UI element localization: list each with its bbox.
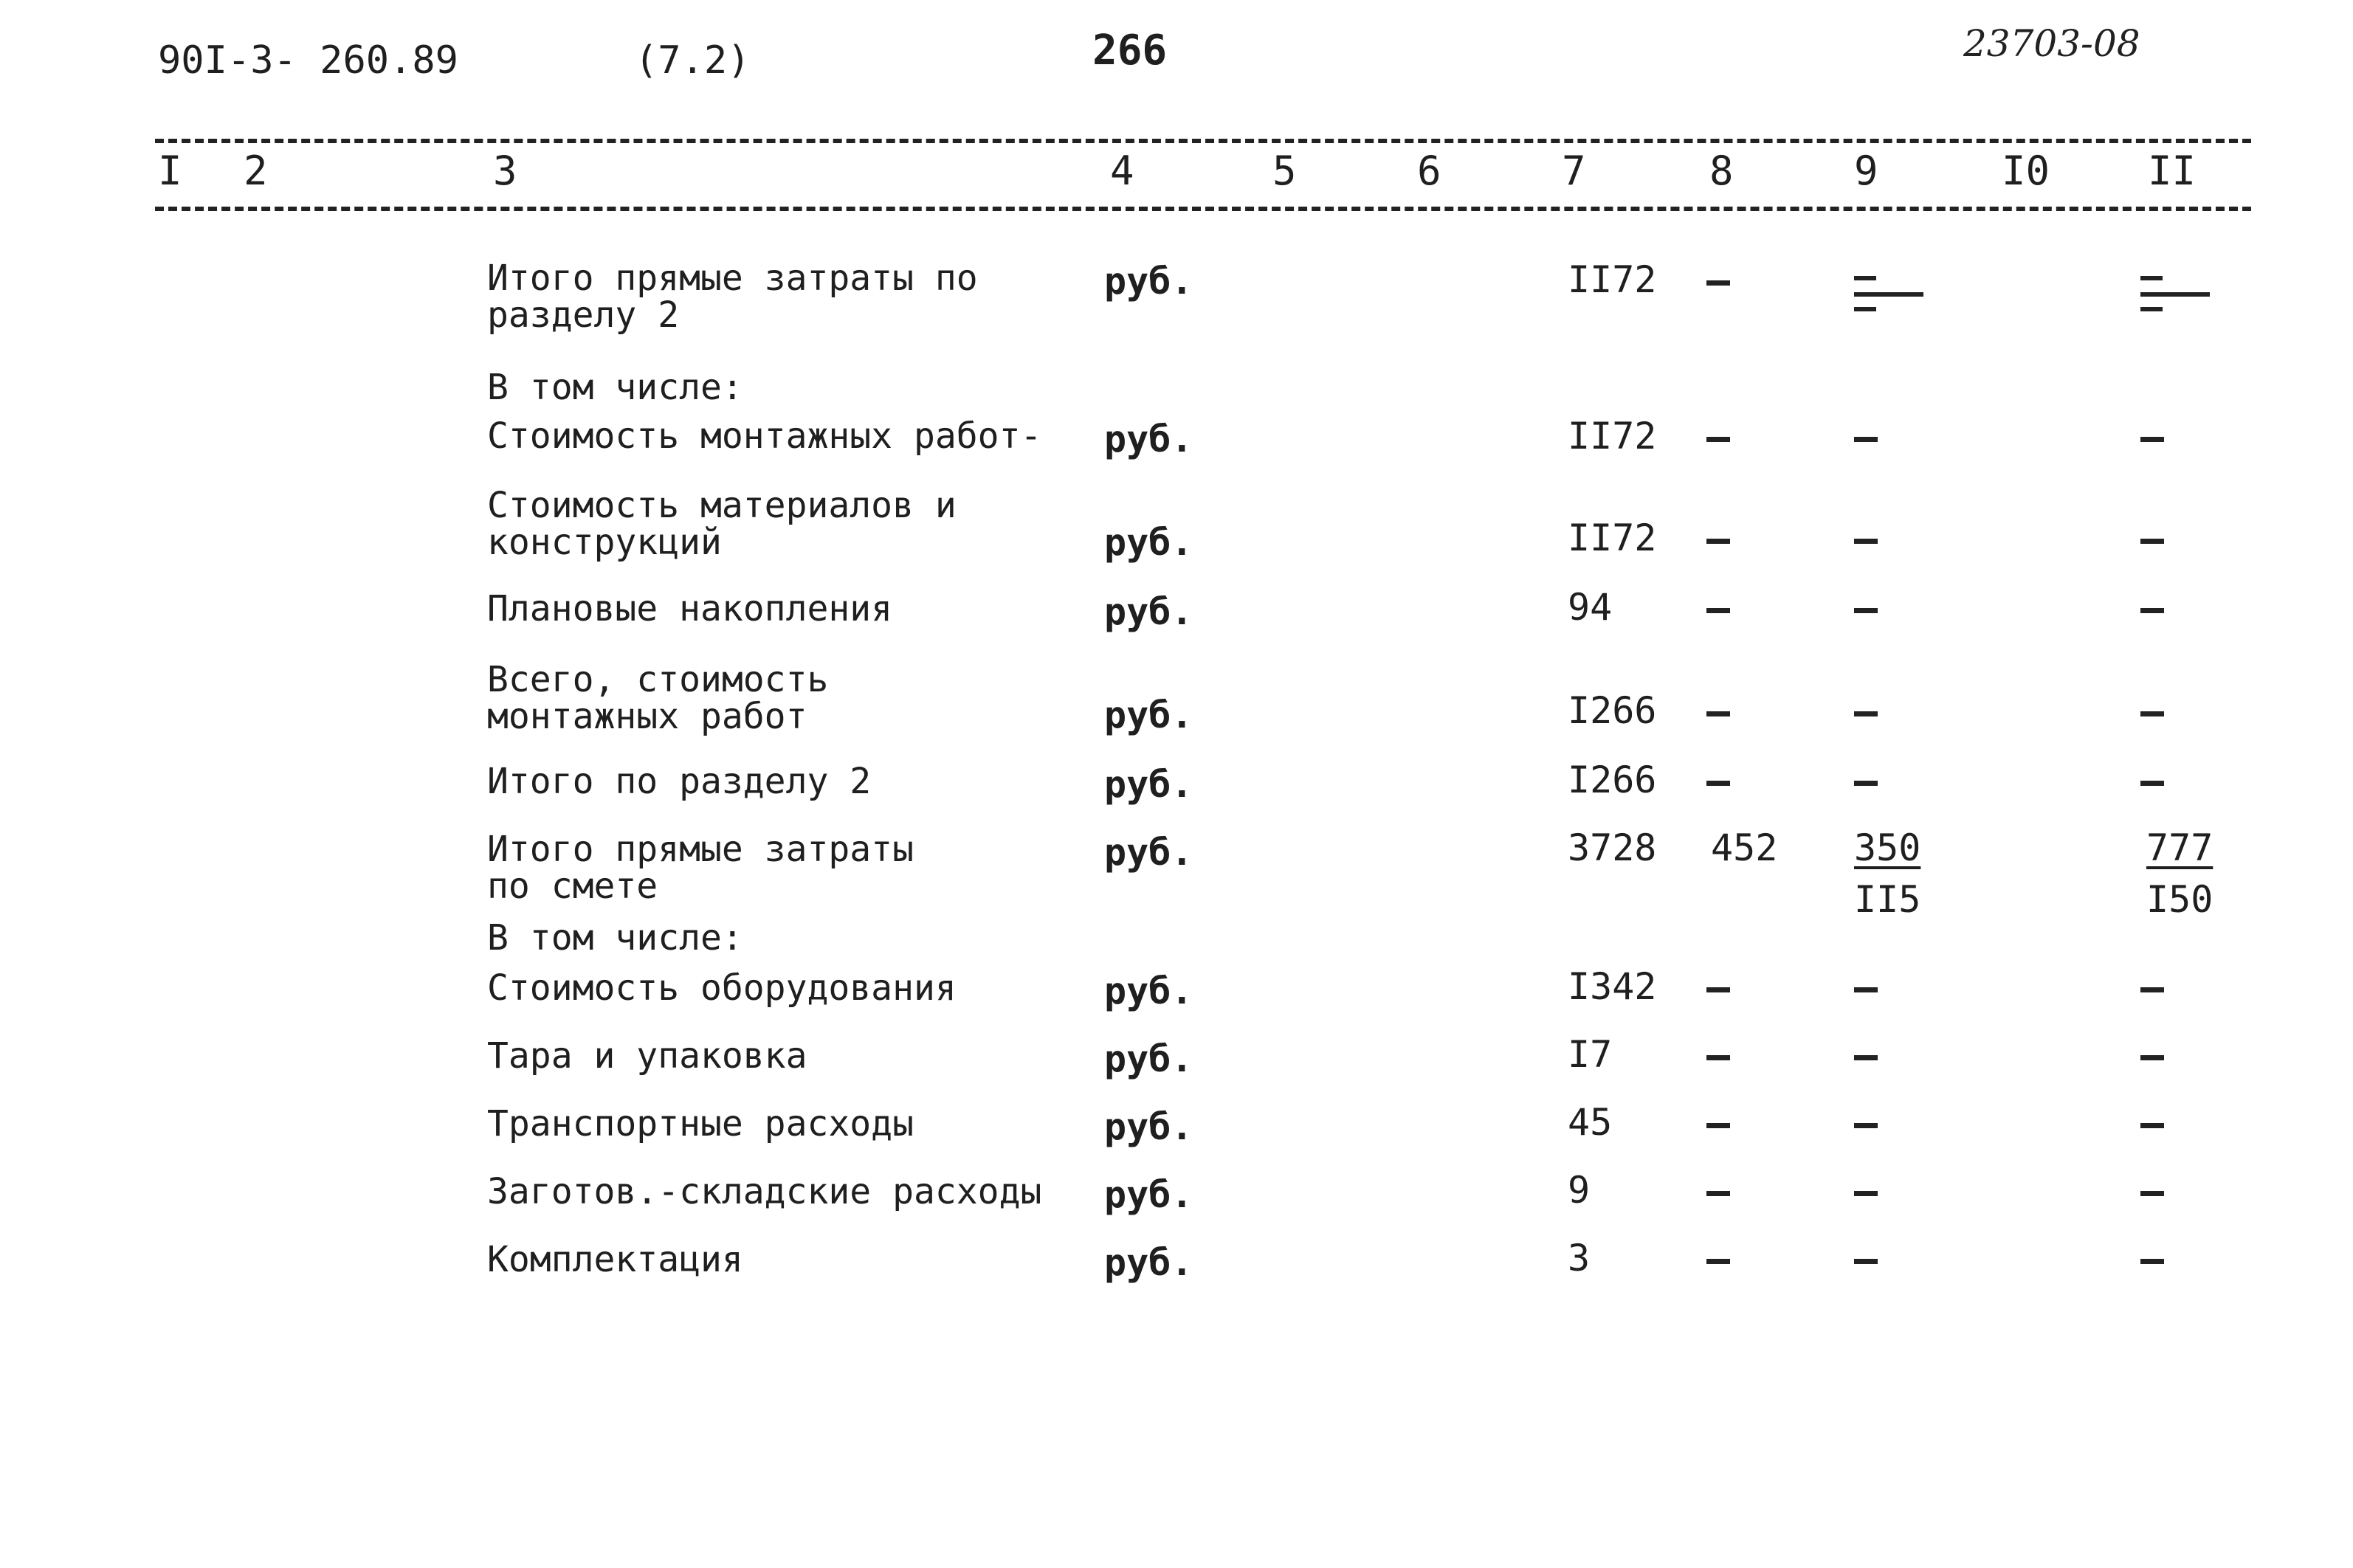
row-dash-col8 xyxy=(1706,608,1730,613)
row-dash-col11 xyxy=(2140,1055,2164,1060)
row-value-col7: I266 xyxy=(1568,759,1657,801)
row-unit: руб. xyxy=(1104,831,1193,874)
column-header-5: 5 xyxy=(1272,148,1297,194)
row-label: В том числе: xyxy=(487,367,743,408)
row-label: Стоимость оборудования xyxy=(487,967,957,1009)
row-dash-col11 xyxy=(2140,1123,2164,1128)
row-label: Итого прямые затраты по смете xyxy=(487,829,914,907)
row-label: Всего, стоимость монтажных работ xyxy=(487,659,829,737)
row-unit: руб. xyxy=(1104,418,1193,460)
row-label: Стоимость монтажных работ- xyxy=(487,415,1042,457)
row-value-col7: I266 xyxy=(1568,689,1657,732)
row-dash-col11 xyxy=(2140,711,2164,716)
row-dash-col8 xyxy=(1706,1055,1730,1060)
row-dash-col11 xyxy=(2140,987,2164,992)
row-unit: руб. xyxy=(1104,521,1193,564)
column-header-3: 3 xyxy=(493,148,517,194)
row-dash-col9 xyxy=(1854,987,1878,992)
row-label: Комплектация xyxy=(487,1239,743,1280)
column-header-9: 9 xyxy=(1854,148,1878,194)
row-dash-col11 xyxy=(2140,437,2164,442)
row-label: Стоимость материалов и конструкций xyxy=(487,485,957,563)
row-dash-col9 xyxy=(1854,1055,1878,1060)
row-label: Итого прямые затраты по разделу 2 xyxy=(487,258,978,336)
row-dash-col8 xyxy=(1706,711,1730,716)
row-value-col7: 94 xyxy=(1568,586,1613,629)
column-header-10: I0 xyxy=(2002,148,2050,194)
page-number: 266 xyxy=(1092,27,1168,75)
row-unit: руб. xyxy=(1104,1037,1193,1080)
row-value-col9-top: 350 xyxy=(1854,826,1921,869)
row-dash-col8 xyxy=(1706,781,1730,786)
document-code: 90I-3- 260.89 xyxy=(158,38,458,83)
column-header-6: 6 xyxy=(1417,148,1441,194)
row-value-col11-top: 777 xyxy=(2146,826,2214,869)
handwritten-stamp: 23703-08 xyxy=(1963,22,2140,65)
row-label: Заготов.-складские расходы xyxy=(487,1171,1042,1212)
row-dash-col9 xyxy=(1854,781,1878,786)
row-value-col7: 3728 xyxy=(1568,826,1657,869)
row-unit: руб. xyxy=(1104,763,1193,806)
row-dash-col11 xyxy=(2140,781,2164,786)
row-unit: руб. xyxy=(1104,260,1193,303)
row-value-col7: I342 xyxy=(1568,965,1657,1008)
row-value-col8: 452 xyxy=(1711,826,1778,869)
row-label: В том числе: xyxy=(487,917,743,959)
row-label: Итого по разделу 2 xyxy=(487,761,872,802)
row-unit: руб. xyxy=(1104,694,1193,736)
row-value-col7: II72 xyxy=(1568,258,1657,301)
row-value-col7: I7 xyxy=(1568,1033,1613,1076)
section-number: (7.2) xyxy=(635,38,751,83)
row-value-col9-bottom: II5 xyxy=(1854,878,1921,921)
row-label: Плановые накопления xyxy=(487,588,893,629)
row-dash-col8 xyxy=(1706,1191,1730,1196)
row-unit: руб. xyxy=(1104,590,1193,633)
row-unit: руб. xyxy=(1104,970,1193,1012)
row-unit: руб. xyxy=(1104,1105,1193,1148)
row-dash-col8 xyxy=(1706,437,1730,442)
row-dash-col11 xyxy=(2140,1191,2164,1196)
row-value-col7: II72 xyxy=(1568,415,1657,457)
row-value-col7: 3 xyxy=(1568,1237,1591,1279)
header-top-rule xyxy=(155,139,2251,143)
column-header-4: 4 xyxy=(1110,148,1134,194)
row-dash-col9 xyxy=(1854,1123,1878,1128)
row-value-col7: II72 xyxy=(1568,517,1657,559)
column-header-1: I xyxy=(158,148,182,194)
row-dash-col11 xyxy=(2140,539,2164,544)
row-dash-col8 xyxy=(1706,539,1730,544)
header-bottom-rule xyxy=(155,207,2251,211)
column-header-7: 7 xyxy=(1562,148,1586,194)
row-value-col7: 9 xyxy=(1568,1169,1591,1212)
row-dash-col8 xyxy=(1706,987,1730,992)
row-dash-col11 xyxy=(2140,608,2164,613)
row-dash-col11 xyxy=(2140,1259,2164,1264)
row-unit: руб. xyxy=(1104,1173,1193,1216)
row-dash-col9 xyxy=(1854,1259,1878,1264)
row-dash-col9 xyxy=(1854,437,1878,442)
column-header-2: 2 xyxy=(244,148,268,194)
row-label: Тара и упаковка xyxy=(487,1035,807,1077)
row-value-col7: 45 xyxy=(1568,1101,1613,1144)
row-dash-col9 xyxy=(1854,1191,1878,1196)
row-dash-col8 xyxy=(1706,280,1730,286)
row-dash-col9 xyxy=(1854,608,1878,613)
row-value-col11-bottom: I50 xyxy=(2146,878,2214,921)
row-unit: руб. xyxy=(1104,1241,1193,1284)
row-dash-col8 xyxy=(1706,1123,1730,1128)
row-dash-col9 xyxy=(1854,711,1878,716)
row-label: Транспортные расходы xyxy=(487,1103,914,1144)
column-header-11: II xyxy=(2148,148,2197,194)
column-header-8: 8 xyxy=(1709,148,1734,194)
row-dash-col8 xyxy=(1706,1259,1730,1264)
row-dash-col9 xyxy=(1854,539,1878,544)
